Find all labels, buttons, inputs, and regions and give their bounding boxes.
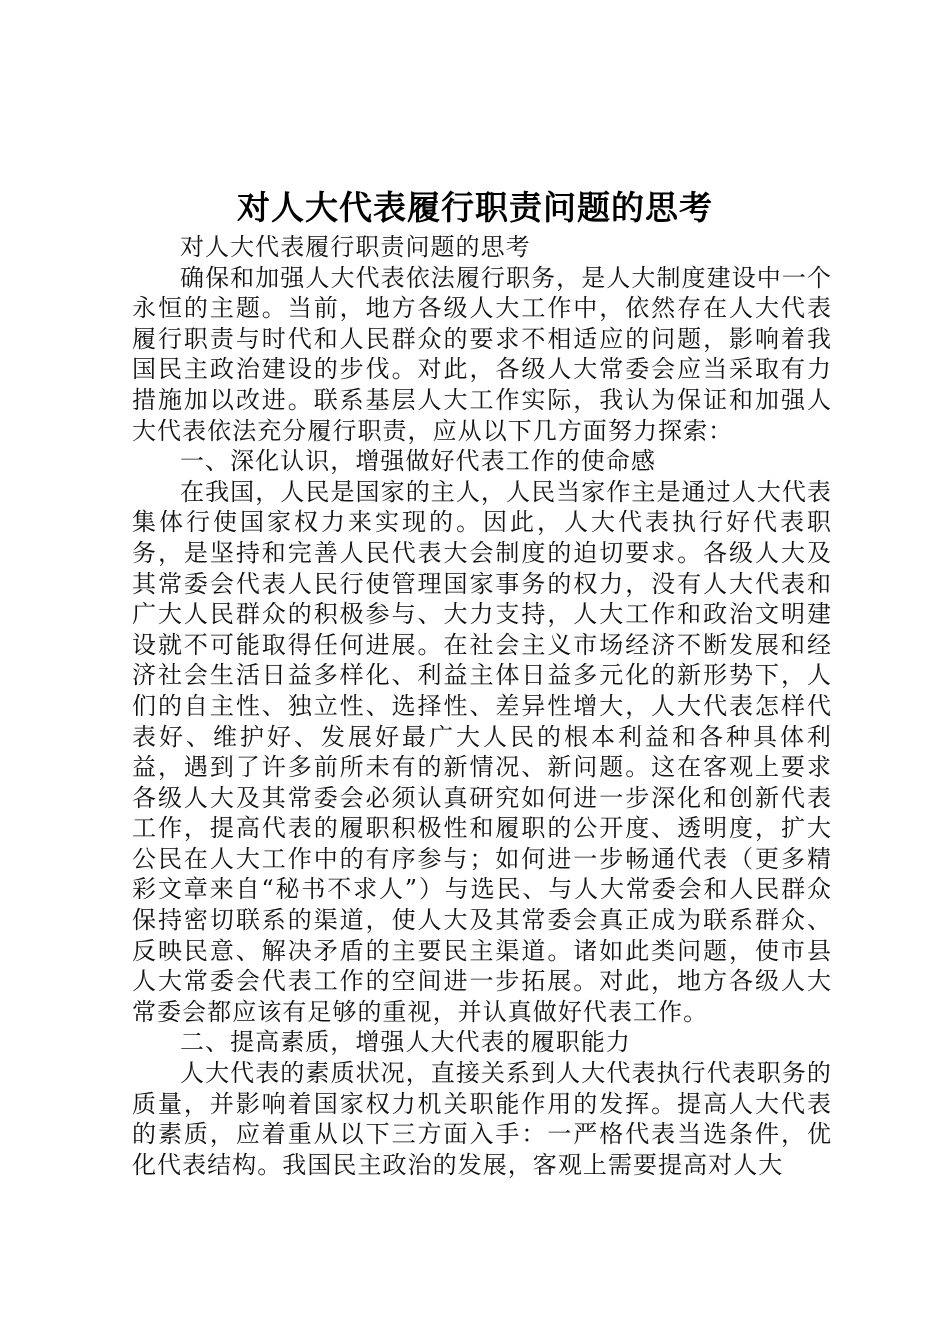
document-body — [132, 232, 832, 1180]
section-heading-2: 二、提高素质，增强人大代表的履职能力 — [180, 1028, 631, 1057]
paragraph-intro: 确保和加强人大代表依法履行职务，是人大制度建设中一个永恒的主题。当前，地方各级人大工作中，依然存在人大代表履行职责与时代和人民群众的要求不相适应的问题，影响着我国民主政治建设的步伐。对此，各级人大常委会应当采取有力措施加以改进。联系基层人大工作实际，我认为保证和加强人大代表依法充分履行职责，应从以下几方面努力探索： — [132, 263, 832, 445]
document-title: 对人大代表履行职责问题的思考 — [237, 188, 713, 227]
paragraph-section-2: 人大代表的素质状况，直接关系到人大代表执行代表职务的质量，并影响着国家权力机关职能作用的发挥。提高人大代表的素质，应着重从以下三方面入手：一严格代表当选条件，优化代表结构。我国民主政治的发展，客观上需要提高对人大 — [132, 1059, 832, 1179]
paragraph-section-1: 在我国，人民是国家的主人，人民当家作主是通过人大代表集体行使国家权力来实现的。因此，人大代表执行好代表职务，是坚持和完善人民代表大会制度的迫切要求。各级人大及其常委会代表人民行使管理国家事务的权力，没有人大代表和广大人民群众的积极参与、大力支持，人大工作和政治文明建设就不可能取得任何进展。在社会主义市场经济不断发展和经济社会生活日益多样化、利益主体日益多元化的新形势下，人们的自主性、独立性、选择性、差异性增大，人大代表怎样代表好、维护好、发展好最广大人民的根本利益和各种具体利益，遇到了许多前所未有的新情况、新问题。这在客观上要求各级人大及其常委会必须认真研究如何进一步深化和创新代表工作，提高代表的履职积极性和履职的公开度、透明度，扩大公民在人大工作中的有序参与；如何进一步畅通代表（更多精彩文章来自“秘书不求人”）与选民、与人大常委会和人民群众保持密切联系的渠道，使人大及其常委会真正成为联系群众、反映民意、解决矛盾的主要民主渠道。诸如此类问题，使市县人大常委会代表工作的空间进一步拓展。对此，地方各级人大常委会都应该有足够的重视，并认真做好代表工作。 — [132, 477, 832, 1026]
section-heading-1: 一、深化认识，增强做好代表工作的使命感 — [180, 447, 656, 476]
paragraph-subtitle: 对人大代表履行职责问题的思考 — [180, 233, 531, 261]
